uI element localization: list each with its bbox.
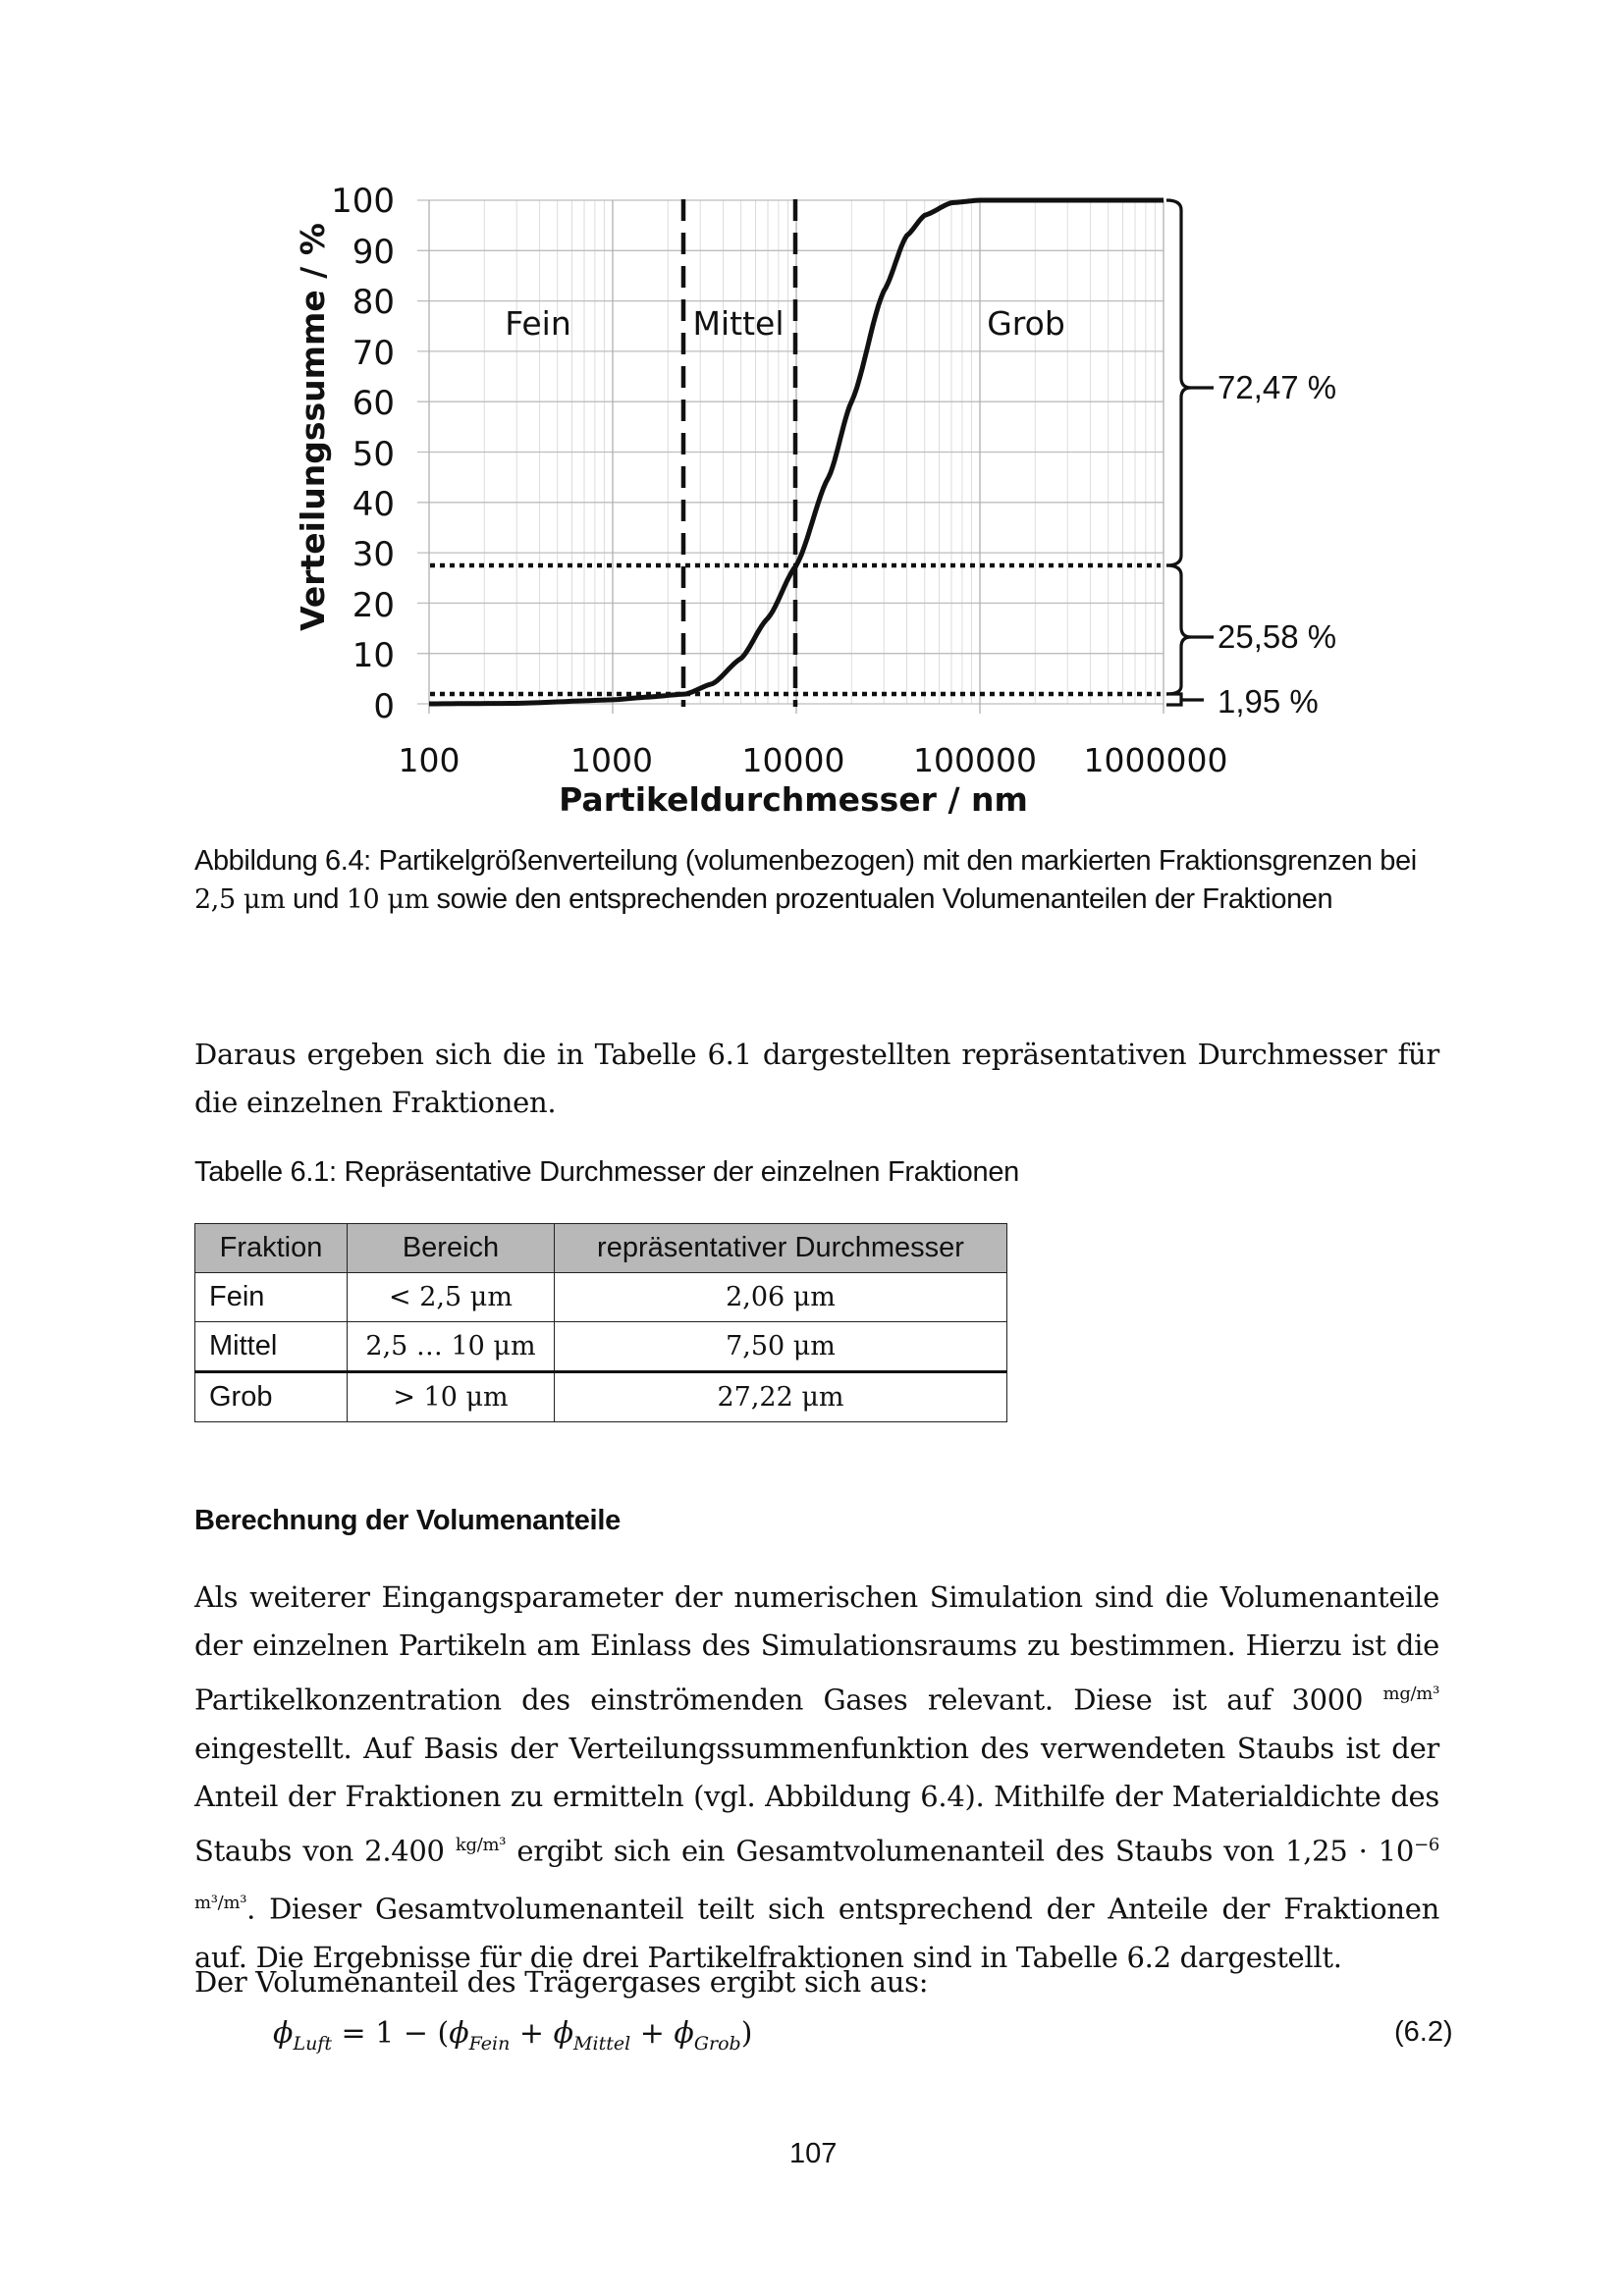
- region-labels: [505, 304, 1065, 343]
- column-header-durchmesser: repräsentativer Durchmesser: [555, 1224, 1007, 1273]
- x-tick: 100000: [913, 741, 1037, 779]
- table-row: [195, 1273, 1007, 1322]
- y-tick: 20: [352, 586, 395, 625]
- fraction-percent-labels: [1218, 369, 1336, 720]
- equation-6-2: $\phi_{Luft} = 1 - (\phi_{Fein} + \phi_{Mittel} + \phi_{Grob})$: [273, 2016, 753, 2055]
- y-tick: 40: [352, 485, 395, 524]
- representative-diameter-table: [194, 1223, 1007, 1422]
- column-header-bereich: Bereich: [348, 1224, 555, 1273]
- table-row: [195, 1372, 1007, 1422]
- x-tick: 10000: [741, 741, 845, 779]
- unit-m3-per-m3: m³/m³: [194, 1893, 247, 1914]
- body-paragraph-2: Der Volumenanteil des Trägergases ergibt sich aus:: [194, 1965, 929, 1999]
- table-row: [195, 1322, 1007, 1372]
- cell-bereich: 2,5 … 10 μm: [348, 1322, 555, 1372]
- cell-durchmesser: 7,50 μm: [555, 1322, 1007, 1372]
- y-tick: 10: [352, 636, 395, 675]
- table-header-row: [195, 1224, 1007, 1273]
- x-tick: 1000: [570, 741, 653, 779]
- y-axis-title: Verteilungssumme / %: [294, 223, 332, 631]
- brace-grob: [1166, 200, 1191, 565]
- figure-caption: Abbildung 6.4: Partikelgrößenverteilung (volumenbezogen) mit den markierten Fraktionsgrenzen bei 2,5 μm und 10 μm sowie den entsprechenden prozentualen Volumenanteilen der Fraktionen: [194, 845, 1417, 915]
- caption-value-10um: 10 μm: [346, 884, 429, 915]
- percent-label-mittel: 25,58 %: [1218, 618, 1337, 655]
- caption-value-2-5um: 2,5 μm: [194, 884, 286, 915]
- horizontal-gridlines: [417, 200, 1164, 704]
- cell-bereich: < 2,5 μm: [348, 1273, 555, 1322]
- x-tick: 100: [398, 741, 460, 779]
- y-tick: 0: [373, 687, 395, 726]
- cell-durchmesser: 2,06 μm: [555, 1273, 1007, 1322]
- intro-paragraph: Daraus ergeben sich die in Tabelle 6.1 dargestellten repräsentativen Durchmesser für die einzelnen Fraktionen.: [194, 1038, 1439, 1119]
- x-axis-tick-labels: [399, 741, 1228, 779]
- cell-bereich: > 10 μm: [348, 1372, 555, 1422]
- section-heading: Berechnung der Volumenanteile: [194, 1505, 621, 1536]
- y-tick: 100: [331, 182, 395, 221]
- y-tick: 60: [352, 384, 395, 423]
- page-number: 107: [789, 2138, 838, 2169]
- region-label-fein: Fein: [505, 304, 571, 343]
- body-paragraph-1: Als weiterer Eingangsparameter der numerischen Simulation sind die Volumenanteile der einzelnen Partikeln am Einlass des Simulationsraums zu bestimmen. Hierzu ist die Partikelkonzentration des einströmenden Gases relevant. Diese ist auf 3000 $^{mg/m^3}$ eingestellt. Auf Basis der Verteilungssummenfunktion des verwendeten Staubs ist der Anteil der Fraktionen zu ermitteln (vgl. Abbildung 6.4). Mithilfe der Materialdichte des Staubs von 2.400 $^{kg/m^3}$ ergibt sich ein Gesamtvolumenanteil des Staubs von $1,25 \cdot 10^{-6}$ $^{m^3/m^3}$. Dieser Gesamtvolumenanteil teilt sich entsprechend der Anteile der Fraktionen auf. Die Ergebnisse für die drei Partikelfraktionen sind in Tabelle 6.2 dargestellt.: [194, 1580, 1439, 1974]
- region-label-grob: Grob: [987, 304, 1065, 343]
- y-tick: 30: [352, 535, 395, 574]
- cell-durchmesser: 27,22 μm: [555, 1372, 1007, 1422]
- y-tick: 90: [352, 233, 395, 272]
- brace-fein: [1166, 694, 1181, 705]
- y-tick: 70: [352, 334, 395, 373]
- cell-fraktion: Grob: [195, 1372, 348, 1422]
- y-tick: 50: [352, 435, 395, 474]
- exponent: −6: [1414, 1834, 1439, 1855]
- y-axis-tick-labels: [331, 182, 395, 726]
- cell-fraktion: Fein: [195, 1273, 348, 1322]
- brace-mittel: [1166, 565, 1191, 694]
- percent-label-fein: 1,95 %: [1218, 683, 1319, 720]
- unit-mg-per-m3: mg/m³: [1382, 1683, 1439, 1704]
- table-caption: Tabelle 6.1: Repräsentative Durchmesser der einzelnen Fraktionen: [194, 1156, 1019, 1188]
- y-tick: 80: [352, 283, 395, 322]
- region-label-mittel: Mittel: [692, 304, 785, 343]
- x-tick: 1000000: [1083, 741, 1228, 779]
- x-axis-title: Partikeldurchmesser / nm: [559, 780, 1028, 819]
- unit-kg-per-m3: kg/m³: [455, 1834, 507, 1855]
- cell-fraktion: Mittel: [195, 1322, 348, 1372]
- equation-number: (6.2): [1394, 2016, 1453, 2048]
- particle-size-distribution-chart: [0, 0, 1624, 825]
- percent-label-grob: 72,47 %: [1218, 369, 1337, 405]
- column-header-fraktion: Fraktion: [195, 1224, 348, 1273]
- fraction-braces: [1166, 200, 1214, 705]
